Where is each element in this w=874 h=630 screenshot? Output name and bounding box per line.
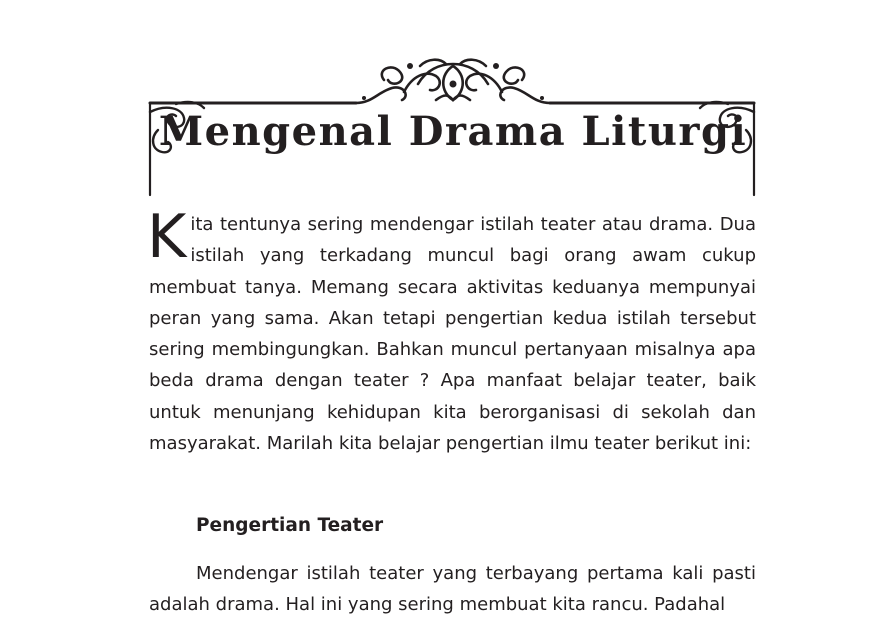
page-title: Mengenal Drama Liturgi	[158, 108, 748, 155]
intro-paragraph	[147, 202, 756, 459]
section-paragraph: Mendengar istilah teater yang terbayang pertama kali pasti adalah drama. Hal ini yang sering membuat kita rancu. Padahal	[149, 563, 756, 616]
drop-cap: K	[147, 202, 187, 272]
section-heading: Pengertian Teater	[196, 515, 384, 536]
intro-text: ita tentunya sering mendengar istilah teater atau drama. Dua istilah yang terkadang muncul bagi orang awam cukup membuat tanya. Memang secara aktivitas keduanya mempunyai peran yang sama. Akan tetapi pengertian kedua istilah tersebut sering membingungkan. Bahkan muncul pertanyaan misalnya apa beda drama dengan teater ? Apa manfaat belajar teater, baik untuk menunjang kehidupan kita berorganisasi di sekolah dan masyarakat. Marilah kita belajar pengertian ilmu teater berikut ini:	[149, 214, 756, 455]
